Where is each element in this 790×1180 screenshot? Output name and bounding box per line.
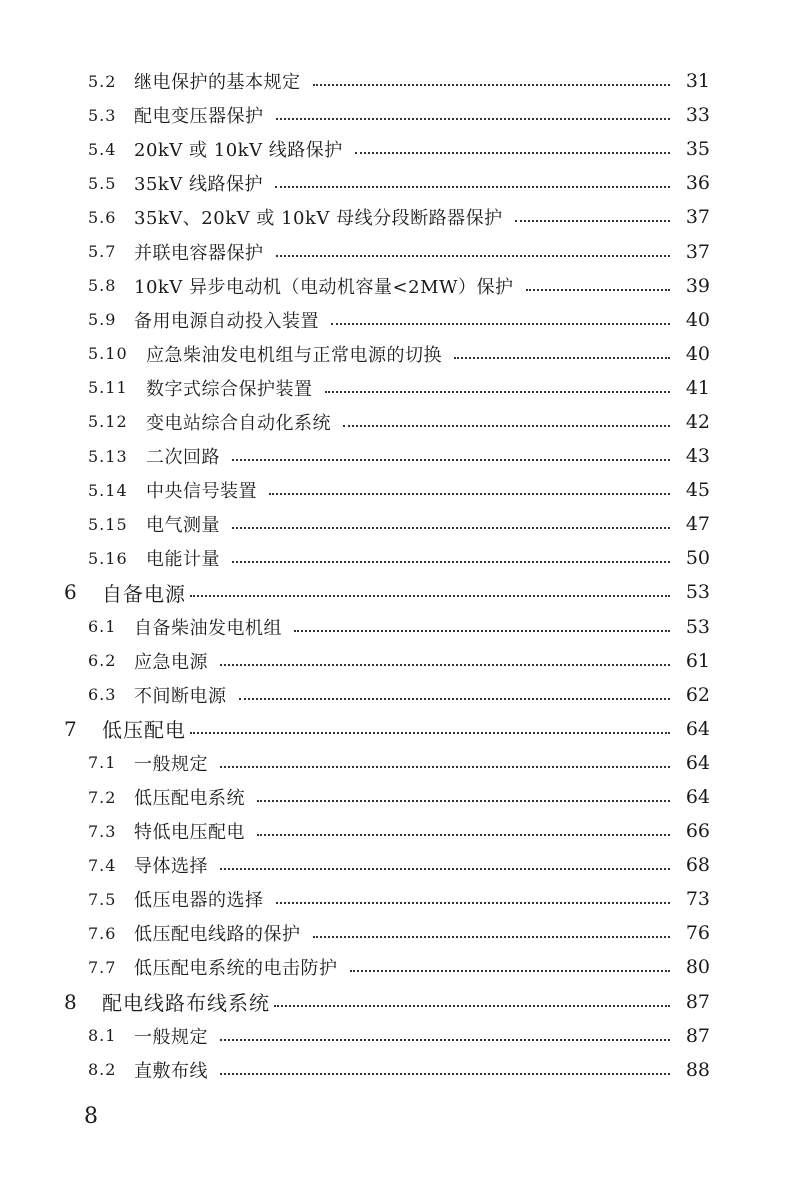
- toc-section-entry[interactable]: [0, 916, 710, 950]
- toc-entry-title: 电能计量: [146, 549, 220, 571]
- table-of-contents: [0, 64, 790, 1087]
- toc-section-entry[interactable]: [0, 200, 710, 234]
- toc-entry-title: 低压配电系统: [134, 788, 245, 810]
- toc-section-entry[interactable]: [0, 644, 710, 678]
- toc-section-entry[interactable]: [0, 98, 710, 132]
- toc-entry-number: 6.2: [88, 651, 117, 671]
- toc-entry-number: 5.3: [88, 105, 117, 125]
- dot-leader: [515, 220, 670, 222]
- toc-entry-page: 41: [685, 376, 710, 399]
- toc-entry-number: 5.13: [88, 446, 128, 466]
- dot-leader: [190, 732, 670, 734]
- toc-entry-title: 导体选择: [134, 856, 208, 878]
- toc-entry-page: 37: [685, 240, 710, 263]
- toc-section-entry[interactable]: [0, 371, 710, 405]
- toc-entry-title: 继电保护的基本规定: [134, 72, 301, 94]
- toc-entry-page: 42: [685, 410, 710, 433]
- toc-entry-number: 7.1: [88, 753, 117, 773]
- toc-entry-number: 6.3: [88, 685, 117, 705]
- toc-entry-number: 5.10: [88, 344, 128, 364]
- dot-leader: [220, 868, 670, 870]
- dot-leader: [350, 970, 671, 972]
- toc-section-entry[interactable]: [0, 1019, 710, 1053]
- toc-entry-page: 61: [685, 649, 710, 672]
- dot-leader: [275, 186, 670, 188]
- dot-leader: [276, 255, 671, 257]
- toc-entry-title: 自备电源: [102, 581, 186, 606]
- toc-entry-page: 76: [685, 922, 710, 945]
- dot-leader: [526, 289, 671, 291]
- toc-entry-number: 5.6: [88, 207, 117, 227]
- dot-leader: [220, 1073, 670, 1075]
- toc-entry-title: 配电变压器保护: [134, 106, 264, 128]
- toc-entry-number: 7.5: [88, 889, 117, 909]
- toc-section-entry[interactable]: [0, 64, 710, 98]
- toc-entry-page: 64: [685, 717, 710, 740]
- toc-entry-title: 35kV 线路保护: [134, 174, 264, 196]
- toc-entry-title: 一般规定: [134, 753, 208, 775]
- toc-entry-number: 8.1: [88, 1026, 117, 1046]
- toc-entry-title: 一般规定: [134, 1026, 208, 1048]
- toc-entry-title: 自备柴油发电机组: [134, 617, 282, 639]
- toc-entry-title: 应急柴油发电机组与正常电源的切换: [146, 344, 442, 366]
- page-number: 8: [84, 1104, 98, 1129]
- dot-leader: [220, 664, 670, 666]
- toc-entry-title: 备用电源自动投入装置: [134, 310, 319, 332]
- toc-entry-page: 45: [685, 479, 710, 502]
- toc-entry-number: 5.7: [88, 242, 117, 262]
- dot-leader: [257, 834, 670, 836]
- dot-leader: [325, 391, 671, 393]
- toc-entry-number: 7.4: [88, 855, 117, 875]
- toc-entry-title: 35kV、20kV 或 10kV 母线分段断路器保护: [134, 208, 503, 230]
- toc-entry-number: 5.8: [88, 276, 117, 296]
- toc-section-entry[interactable]: [0, 132, 710, 166]
- toc-section-entry[interactable]: [0, 507, 710, 541]
- toc-entry-title: 中央信号装置: [146, 481, 257, 503]
- dot-leader: [274, 1005, 670, 1007]
- dot-leader: [220, 1039, 670, 1041]
- toc-entry-page: 36: [685, 172, 710, 195]
- toc-section-entry[interactable]: [0, 882, 710, 916]
- toc-entry-number: 5.4: [88, 139, 117, 159]
- toc-entry-page: 87: [685, 1024, 710, 1047]
- toc-entry-page: 64: [685, 786, 710, 809]
- toc-chapter-entry[interactable]: [0, 985, 710, 1019]
- toc-entry-number: 5.12: [88, 412, 128, 432]
- toc-entry-page: 80: [685, 956, 710, 979]
- toc-section-entry[interactable]: [0, 848, 710, 882]
- toc-entry-page: 40: [685, 342, 710, 365]
- toc-entry-number: 8: [64, 989, 78, 1014]
- toc-entry-title: 不间断电源: [134, 685, 227, 707]
- toc-section-entry[interactable]: [0, 780, 710, 814]
- toc-entry-page: 33: [685, 104, 710, 127]
- toc-entry-page: 87: [685, 990, 710, 1013]
- dot-leader: [257, 800, 670, 802]
- toc-entry-number: 7.6: [88, 923, 117, 943]
- toc-entry-title: 应急电源: [134, 651, 208, 673]
- toc-entry-page: 37: [685, 206, 710, 229]
- toc-entry-page: 47: [685, 513, 710, 536]
- toc-entry-number: 7: [64, 716, 78, 741]
- toc-entry-page: 35: [685, 138, 710, 161]
- toc-entry-number: 5.11: [88, 378, 128, 398]
- dot-leader: [331, 323, 670, 325]
- toc-entry-title: 低压配电: [102, 718, 186, 743]
- toc-entry-page: 64: [685, 751, 710, 774]
- toc-entry-title: 配电线路布线系统: [102, 991, 270, 1016]
- toc-section-entry[interactable]: [0, 541, 710, 575]
- dot-leader: [190, 595, 670, 597]
- dot-leader: [313, 936, 671, 938]
- toc-entry-title: 直敷布线: [134, 1060, 208, 1082]
- dot-leader: [232, 527, 670, 529]
- dot-leader: [294, 630, 670, 632]
- toc-section-entry[interactable]: [0, 473, 710, 507]
- toc-entry-title: 并联电容器保护: [134, 242, 264, 264]
- toc-section-entry[interactable]: [0, 303, 710, 337]
- toc-section-entry[interactable]: [0, 234, 710, 268]
- toc-section-entry[interactable]: [0, 678, 710, 712]
- toc-entry-number: 5.2: [88, 71, 117, 91]
- toc-entry-number: 5.16: [88, 548, 128, 568]
- dot-leader: [355, 152, 670, 154]
- toc-entry-number: 5.14: [88, 480, 128, 500]
- toc-entry-page: 50: [685, 547, 710, 570]
- toc-chapter-entry[interactable]: [0, 575, 710, 609]
- toc-entry-number: 5.15: [88, 514, 128, 534]
- dot-leader: [239, 698, 671, 700]
- toc-entry-number: 7.7: [88, 957, 117, 977]
- toc-entry-page: 31: [685, 70, 710, 93]
- toc-entry-title: 变电站综合自动化系统: [146, 412, 331, 434]
- dot-leader: [343, 425, 670, 427]
- toc-entry-number: 7.3: [88, 821, 117, 841]
- toc-entry-page: 73: [685, 888, 710, 911]
- toc-entry-page: 39: [685, 274, 710, 297]
- dot-leader: [313, 84, 671, 86]
- toc-entry-title: 20kV 或 10kV 线路保护: [134, 140, 343, 162]
- toc-entry-page: 66: [685, 820, 710, 843]
- toc-section-entry[interactable]: [0, 337, 710, 371]
- dot-leader: [276, 902, 671, 904]
- toc-entry-title: 低压配电线路的保护: [134, 924, 301, 946]
- toc-entry-page: 53: [685, 615, 710, 638]
- toc-entry-title: 二次回路: [146, 447, 220, 469]
- dot-leader: [454, 357, 670, 359]
- toc-section-entry[interactable]: [0, 269, 710, 303]
- toc-entry-page: 40: [685, 308, 710, 331]
- toc-section-entry[interactable]: [0, 439, 710, 473]
- toc-section-entry[interactable]: [0, 950, 710, 984]
- toc-entry-page: 43: [685, 445, 710, 468]
- toc-entry-page: 62: [685, 683, 710, 706]
- toc-entry-title: 特低电压配电: [134, 822, 245, 844]
- toc-section-entry[interactable]: [0, 166, 710, 200]
- toc-entry-page: 88: [685, 1058, 710, 1081]
- toc-entry-number: 6: [64, 580, 78, 605]
- toc-section-entry[interactable]: [0, 746, 710, 780]
- toc-entry-number: 6.1: [88, 617, 117, 637]
- toc-chapter-entry[interactable]: [0, 712, 710, 746]
- dot-leader: [269, 493, 670, 495]
- toc-section-entry[interactable]: [0, 814, 710, 848]
- toc-section-entry[interactable]: [0, 610, 710, 644]
- toc-section-entry[interactable]: [0, 1053, 710, 1087]
- toc-entry-title: 低压配电系统的电击防护: [134, 958, 338, 980]
- toc-section-entry[interactable]: [0, 405, 710, 439]
- toc-entry-title: 电气测量: [146, 515, 220, 537]
- toc-entry-number: 5.5: [88, 173, 117, 193]
- toc-entry-number: 8.2: [88, 1060, 117, 1080]
- dot-leader: [232, 459, 670, 461]
- dot-leader: [232, 561, 670, 563]
- toc-entry-page: 53: [685, 581, 710, 604]
- toc-entry-number: 5.9: [88, 310, 117, 330]
- toc-entry-page: 68: [685, 854, 710, 877]
- toc-entry-title: 数字式综合保护装置: [146, 378, 313, 400]
- toc-entry-title: 10kV 异步电动机（电动机容量<2MW）保护: [134, 276, 514, 298]
- dot-leader: [220, 766, 670, 768]
- dot-leader: [276, 118, 671, 120]
- toc-entry-number: 7.2: [88, 787, 117, 807]
- toc-entry-title: 低压电器的选择: [134, 890, 264, 912]
